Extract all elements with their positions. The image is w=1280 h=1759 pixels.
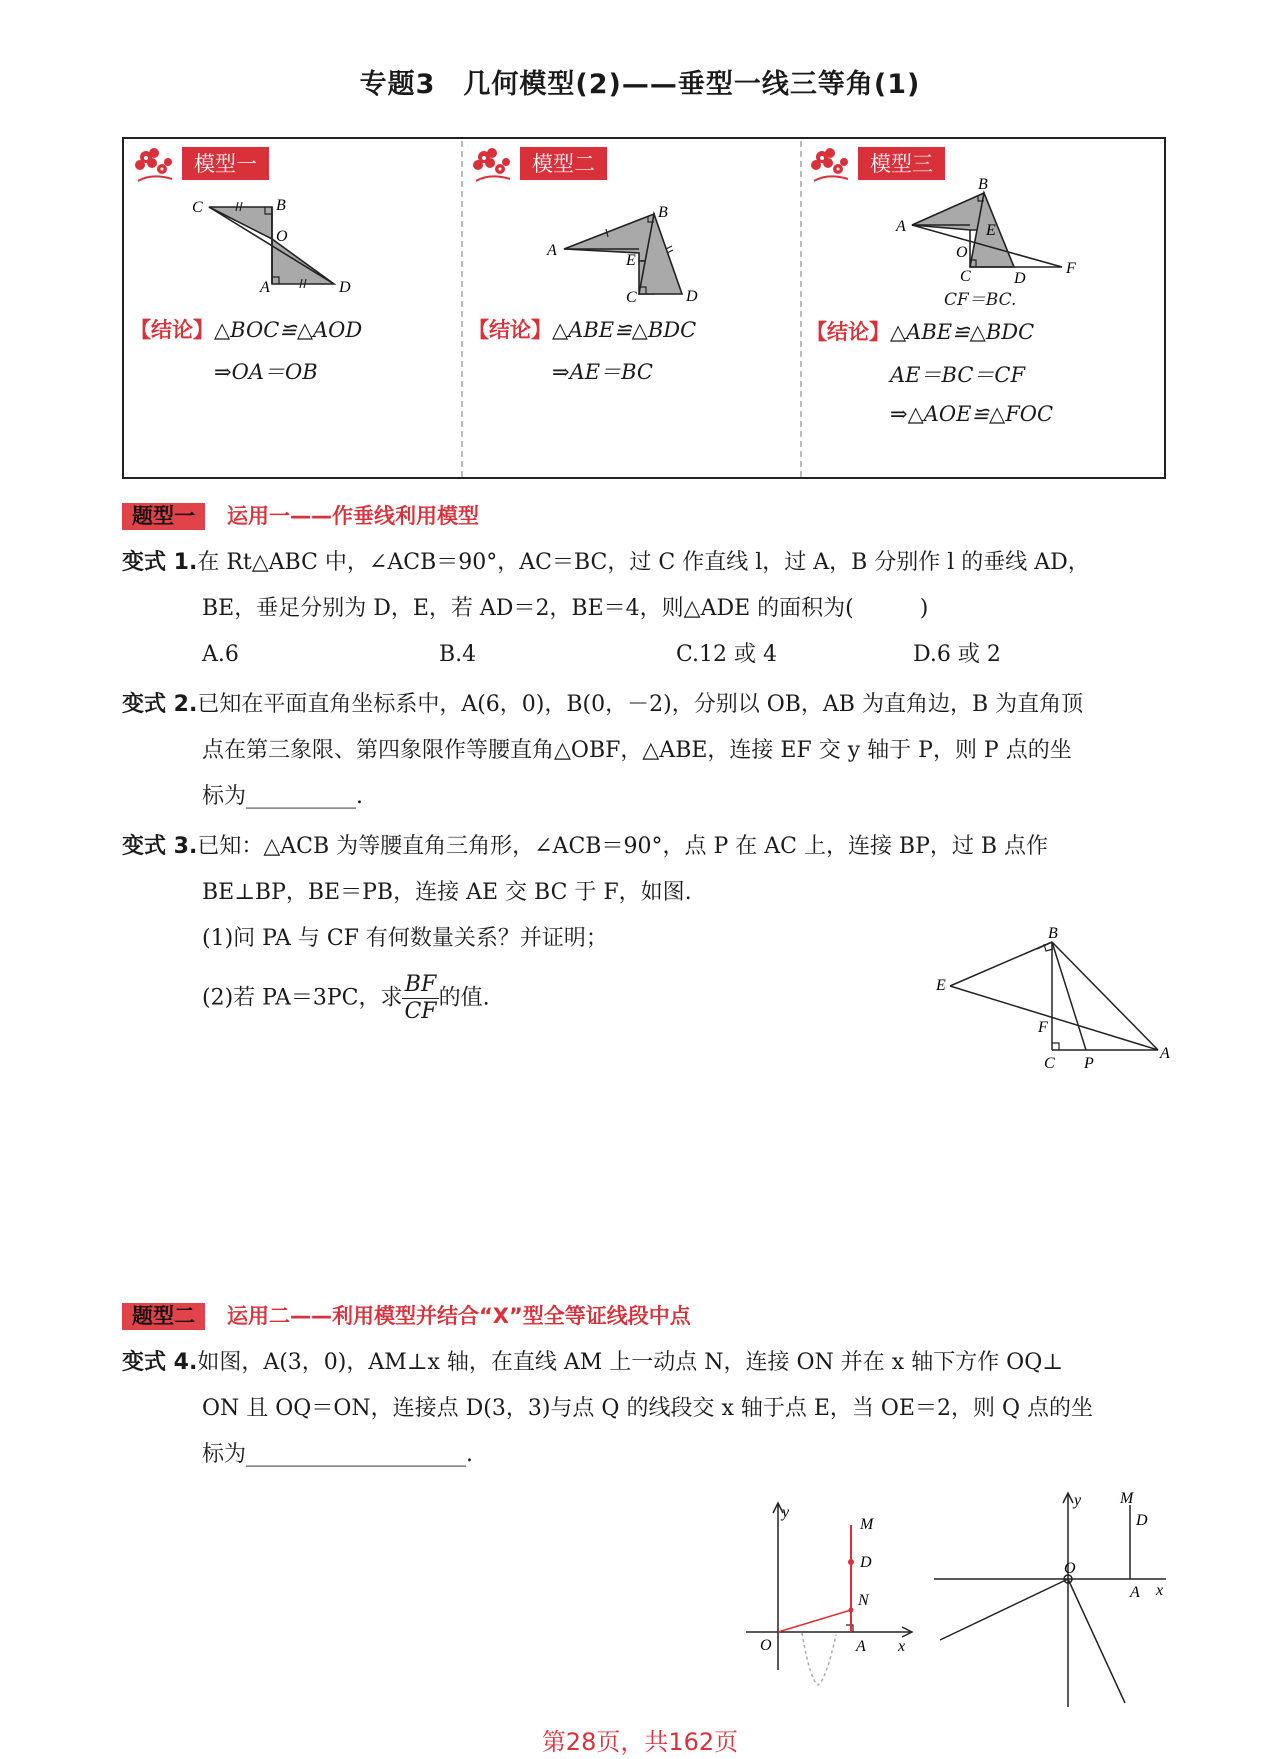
- model-three-conclusion: [806, 316, 1034, 346]
- question-4: [122, 1340, 1172, 1478]
- type-title: 运用一——作垂线利用模型: [227, 504, 479, 528]
- model-one-conclusion: [130, 314, 362, 344]
- type-two-header: [122, 1300, 691, 1330]
- svg-text:C: C: [960, 268, 971, 285]
- question-text: 在 Rt△ABC 中，∠ACB＝90°，AC＝BC，过 C 作直线 l，过 A，B 分别作 l 的垂线 AD，: [197, 550, 1090, 575]
- model-two-conclusion: [468, 314, 696, 344]
- conclusion-line: AE＝BC＝CF: [890, 363, 1026, 387]
- svg-text:x: x: [1156, 1582, 1164, 1599]
- svg-text:M: M: [1120, 1490, 1134, 1507]
- model-divider: [461, 141, 463, 477]
- svg-text:A: A: [1160, 1045, 1170, 1062]
- type-one-header: [122, 500, 479, 530]
- svg-text:O: O: [276, 228, 288, 245]
- question-subpart: (1)问 PA 与 CF 有何数量关系？并证明；: [202, 926, 608, 951]
- type-tag: 题型二: [122, 1303, 205, 1330]
- model-one-figure: [184, 184, 454, 304]
- option-d: D.6 或 2: [913, 642, 1001, 667]
- svg-text:F: F: [1066, 260, 1076, 277]
- model-three-note: CF＝BC.: [944, 290, 1017, 310]
- question-text: 已知在平面直角坐标系中，A(6，0)，B(0，－2)，分别以 OB，AB 为直角边，B 为直角顶: [197, 692, 1084, 717]
- svg-text:y: y: [1074, 1492, 1082, 1509]
- question-label: 变式 1.: [122, 550, 198, 575]
- question-3-figure: [930, 920, 1170, 1080]
- page-footer: 第28页，共162页: [541, 1728, 739, 1756]
- model-tag: 模型三: [858, 147, 945, 180]
- conclusion-label: 【结论】: [130, 318, 214, 342]
- svg-text:D: D: [339, 279, 351, 296]
- question-text: 点在第三象限、第四象限作等腰直角△OBF，△ABE，连接 EF 交 y 轴于 P，则 P 点的坐: [202, 738, 1072, 763]
- svg-text:N: N: [858, 1592, 869, 1609]
- question-2: [122, 682, 1172, 820]
- svg-text:A: A: [1130, 1584, 1140, 1601]
- question-label: 变式 4.: [122, 1350, 198, 1375]
- flower-icon: [470, 145, 514, 185]
- svg-text:O: O: [956, 244, 968, 261]
- question-4-figure-2: [930, 1485, 1170, 1710]
- conclusion-line: ⇒AE＝BC: [552, 360, 653, 384]
- svg-text:C: C: [192, 199, 203, 216]
- svg-text:y: y: [782, 1504, 790, 1521]
- svg-text:O: O: [760, 1637, 772, 1654]
- option-a: A.6: [202, 642, 239, 667]
- svg-text:E: E: [936, 977, 946, 994]
- svg-text:E: E: [626, 252, 636, 269]
- question-label: 变式 3.: [122, 834, 198, 859]
- svg-text:x: x: [898, 1638, 906, 1655]
- question-text: BE⊥BP，BE＝PB，连接 AE 交 BC 于 F，如图.: [202, 880, 692, 905]
- fraction: [402, 972, 438, 1025]
- question-text: 标为____________________.: [202, 1442, 473, 1467]
- question-text: ON 且 OQ＝ON，连接点 D(3，3)与点 Q 的线段交 x 轴于点 E，当 OE＝2，则 Q 点的坐: [202, 1396, 1094, 1421]
- svg-text:C: C: [626, 289, 637, 306]
- type-tag: 题型一: [122, 503, 205, 530]
- conclusion-line: ⇒OA＝OB: [214, 360, 318, 384]
- models-panel: [122, 137, 1166, 479]
- question-text: 的值.: [438, 985, 490, 1011]
- flower-icon: [132, 145, 176, 185]
- svg-text:A: A: [856, 1638, 866, 1655]
- question-text: 如图，A(3，0)，AM⊥x 轴，在直线 AM 上一动点 N，连接 ON 并在 x 轴下方作 OQ⊥: [197, 1350, 1063, 1375]
- question-text: 标为__________.: [202, 784, 363, 809]
- fraction-denominator: CF: [404, 999, 437, 1024]
- svg-text:B: B: [276, 197, 286, 214]
- question-text: BE，垂足分别为 D，E，若 AD＝2，BE＝4，则△ADE 的面积为( ): [202, 596, 929, 621]
- svg-text:B: B: [658, 204, 668, 221]
- page-title: 专题3 几何模型(2)——垂型一线三等角(1): [359, 69, 921, 100]
- model-divider: [800, 141, 802, 477]
- svg-text:A: A: [260, 279, 270, 296]
- model-three-figure: [884, 175, 1154, 295]
- svg-text:F: F: [1038, 1019, 1048, 1036]
- option-c: C.12 或 4: [676, 642, 778, 667]
- question-text: 已知：△ACB 为等腰直角三角形，∠ACB＝90°，点 P 在 AC 上，连接 BP，过 B 点作: [197, 834, 1049, 859]
- question-4-figure-1: [740, 1495, 920, 1690]
- svg-text:D: D: [686, 288, 698, 305]
- conclusion-line: △BOC≌△AOD: [214, 318, 363, 342]
- svg-text:B: B: [1048, 925, 1058, 942]
- question-label: 变式 2.: [122, 692, 198, 717]
- svg-text:D: D: [1014, 270, 1026, 287]
- svg-text:D: D: [860, 1554, 872, 1571]
- svg-text:A: A: [547, 242, 557, 259]
- svg-text:O: O: [1064, 1560, 1076, 1577]
- option-b: B.4: [439, 642, 477, 667]
- model-two-figure: [544, 189, 744, 309]
- conclusion-line: △ABE≌△BDC: [890, 320, 1035, 344]
- conclusion-line: △ABE≌△BDC: [552, 318, 697, 342]
- svg-text:E: E: [986, 222, 996, 239]
- conclusion-line: ⇒△AOE≌△FOC: [890, 402, 1054, 426]
- fraction-numerator: BF: [402, 972, 438, 999]
- svg-text:P: P: [1084, 1055, 1094, 1072]
- question-1: [122, 540, 1172, 678]
- svg-text:M: M: [860, 1516, 874, 1533]
- model-tag: 模型一: [182, 147, 269, 180]
- svg-text:B: B: [978, 176, 988, 193]
- flower-icon: [808, 145, 852, 185]
- question-text: (2)若 PA＝3PC，求: [202, 985, 403, 1011]
- model-tag: 模型二: [520, 147, 607, 180]
- conclusion-label: 【结论】: [806, 320, 890, 344]
- svg-text:D: D: [1136, 1512, 1148, 1529]
- svg-text:A: A: [896, 218, 906, 235]
- conclusion-label: 【结论】: [468, 318, 552, 342]
- svg-text:C: C: [1044, 1055, 1055, 1072]
- type-title: 运用二——利用模型并结合“X”型全等证线段中点: [227, 1304, 691, 1328]
- options-row: [122, 632, 1172, 678]
